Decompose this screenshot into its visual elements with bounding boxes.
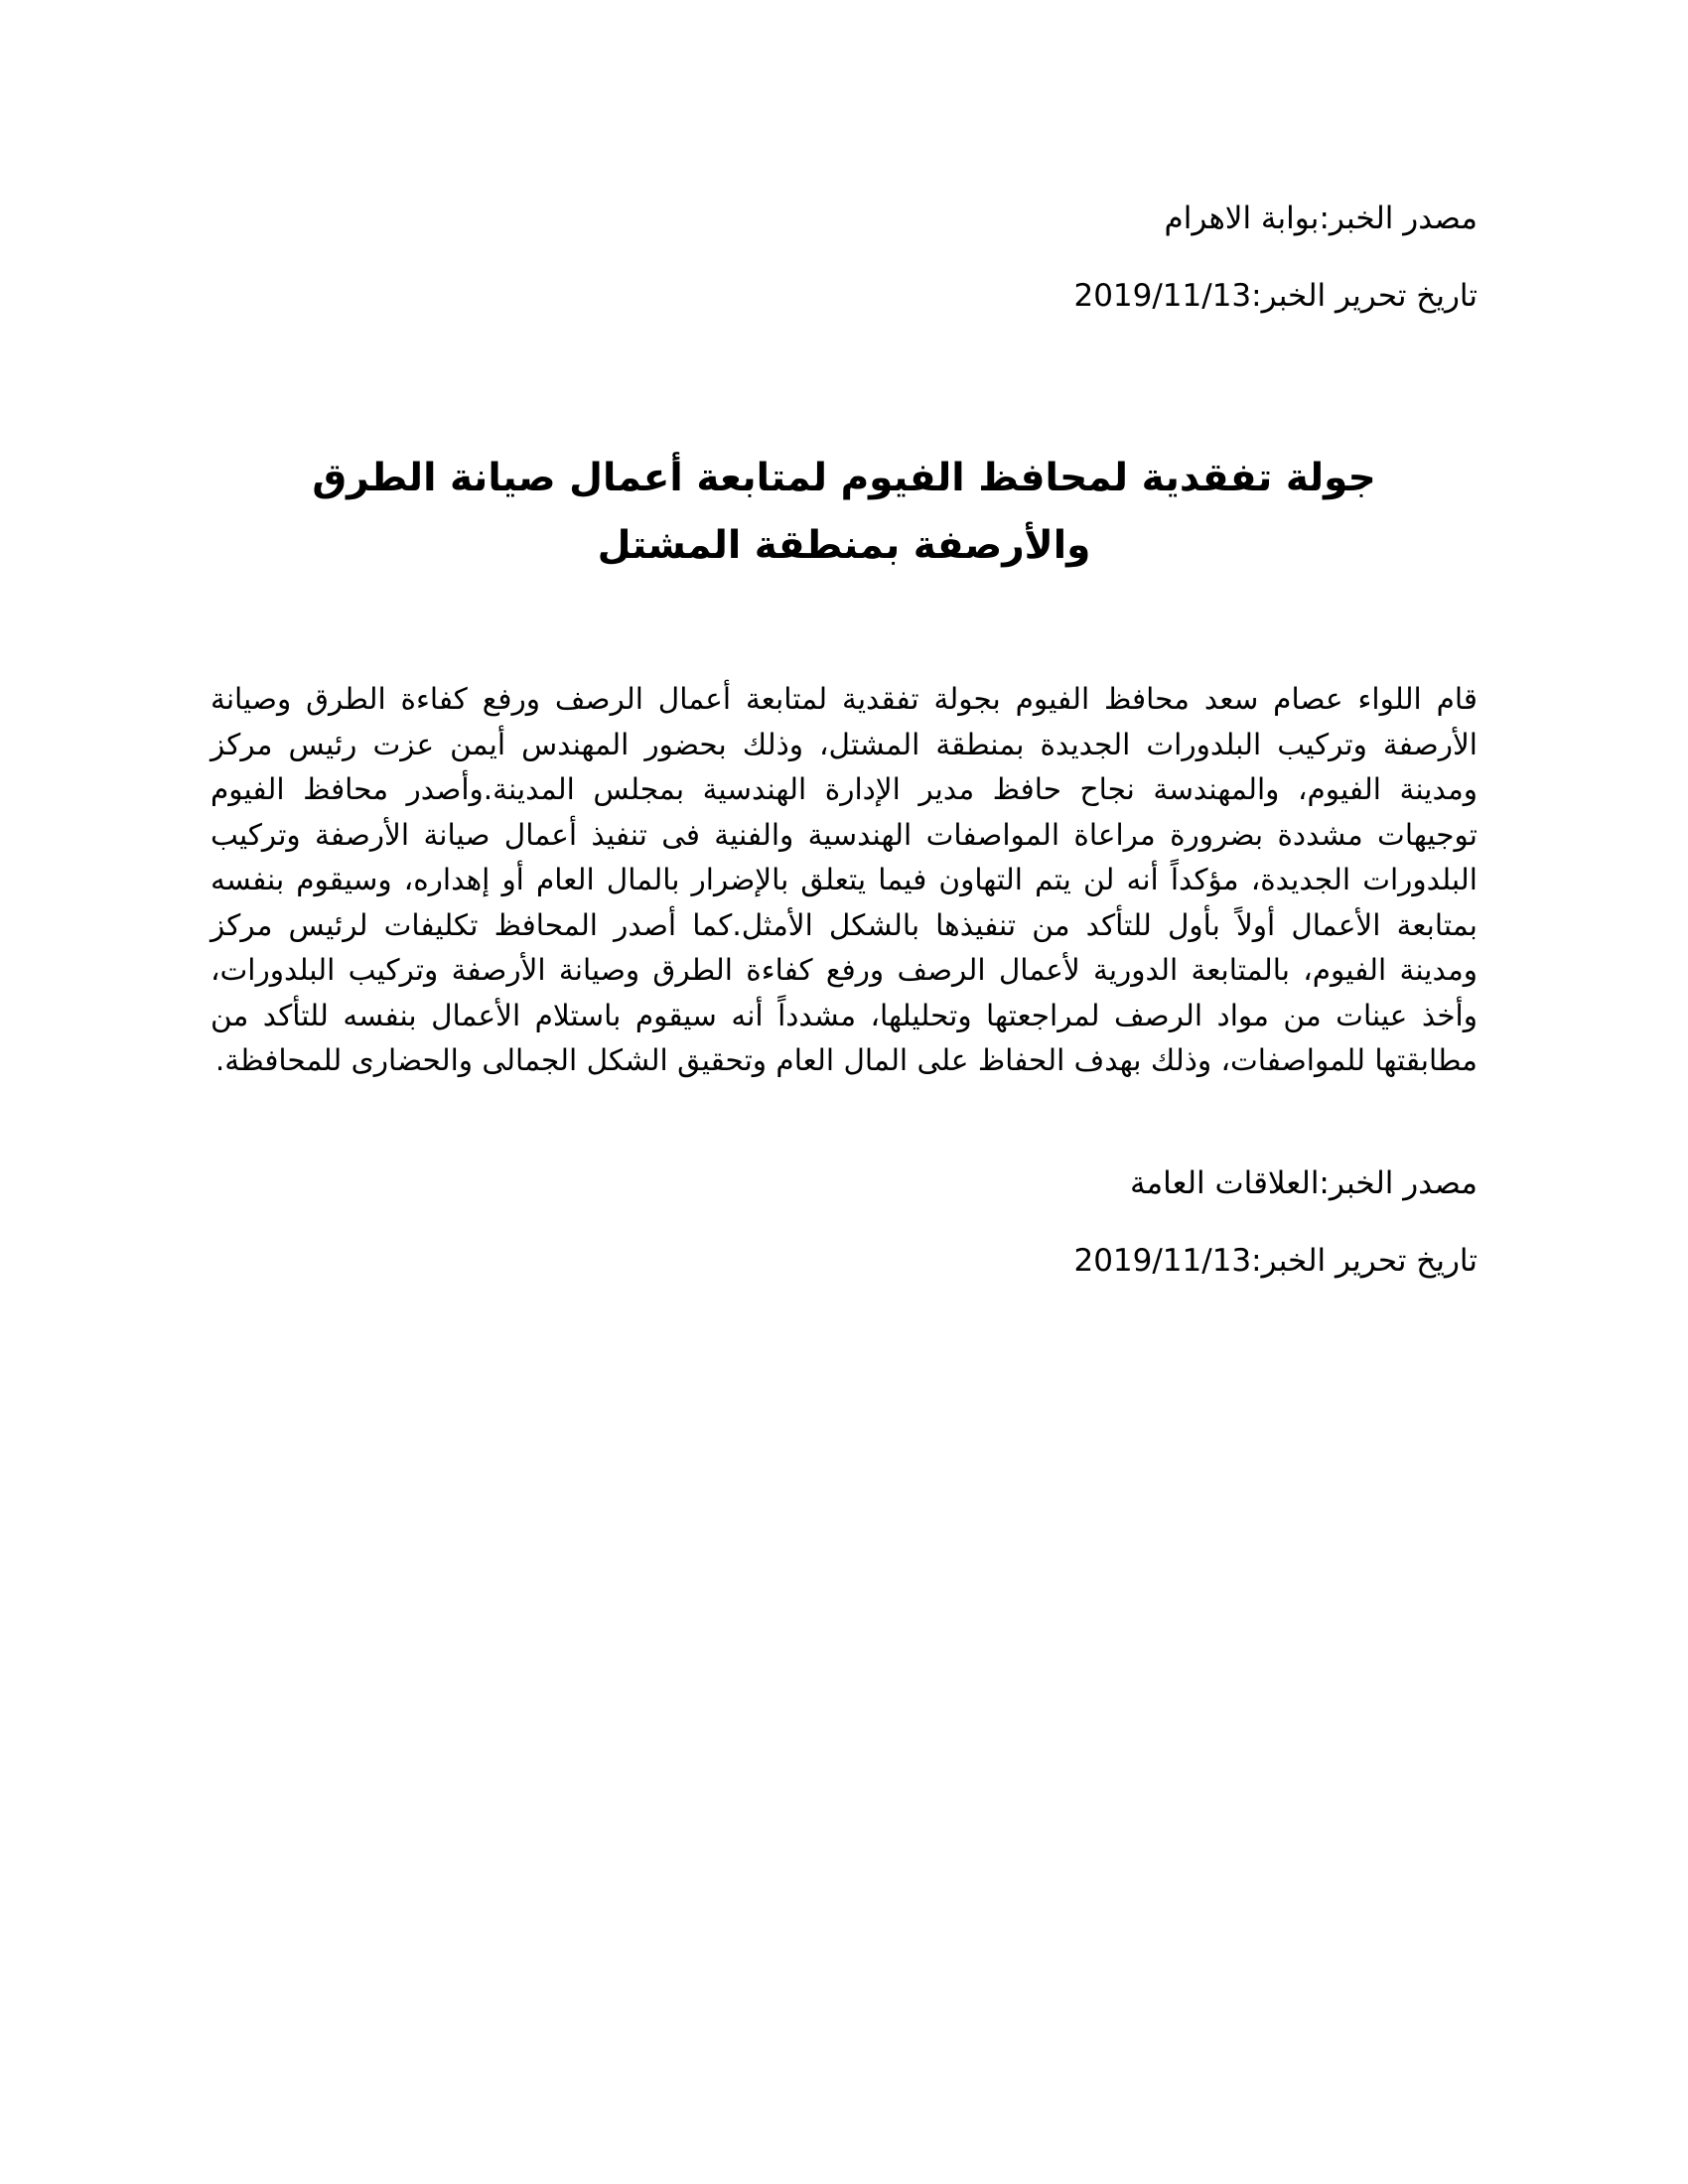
article-headline: جولة تفقدية لمحافظ الفيوم لمتابعة أعمال صيانة الطرق والأرصفة بمنطقة المشتل <box>312 456 1376 568</box>
news-source-bottom: مصدر الخبر:العلاقات العامة <box>1129 1165 1477 1201</box>
news-date-top: تاريخ تحرير الخبر:2019/11/13 <box>1073 278 1477 314</box>
news-date-bottom: تاريخ تحرير الخبر:2019/11/13 <box>1073 1243 1477 1279</box>
article-body: قام اللواء عصام سعد محافظ الفيوم بجولة تفقدية لمتابعة أعمال الرصف ورفع كفاءة الطرق وصيانة الأرصفة وتركيب البلدورات الجديدة بمنطقة المشتل، وذلك بحضور المهندس أيمن عزت رئيس مركز ومدينة الفيوم، والمهندسة نجاح حافظ مدير الإدارة الهندسية بمجلس المدينة.وأصدر محافظ الفيوم توجيهات مشددة بضرورة مراعاة المواصفات الهندسية والفنية فى تنفيذ أعمال صيانة الأرصفة وتركيب البلدورات الجديدة، مؤكداً أنه لن يتم التهاون فيما يتعلق بالإضرار بالمال العام أو إهداره، وسيقوم بنفسه بمتابعة الأعمال أولاً بأول للتأكد من تنفيذها بالشكل الأمثل.كما أصدر المحافظ تكليفات لرئيس مركز ومدينة الفيوم، بالمتابعة الدورية لأعمال الرصف ورفع كفاءة الطرق وصيانة الأرصفة وتركيب البلدورات، وأخذ عينات من مواد الرصف لمراجعتها وتحليلها، مشدداً أنه سيقوم باستلام الأعمال بنفسه للتأكد من مطابقتها للمواصفات، وذلك بهدف الحفاظ على المال العام وتحقيق الشكل الجمالى والحضارى للمحافظة. <box>211 682 1477 1077</box>
news-source-top: مصدر الخبر:بوابة الاهرام <box>1164 201 1477 236</box>
